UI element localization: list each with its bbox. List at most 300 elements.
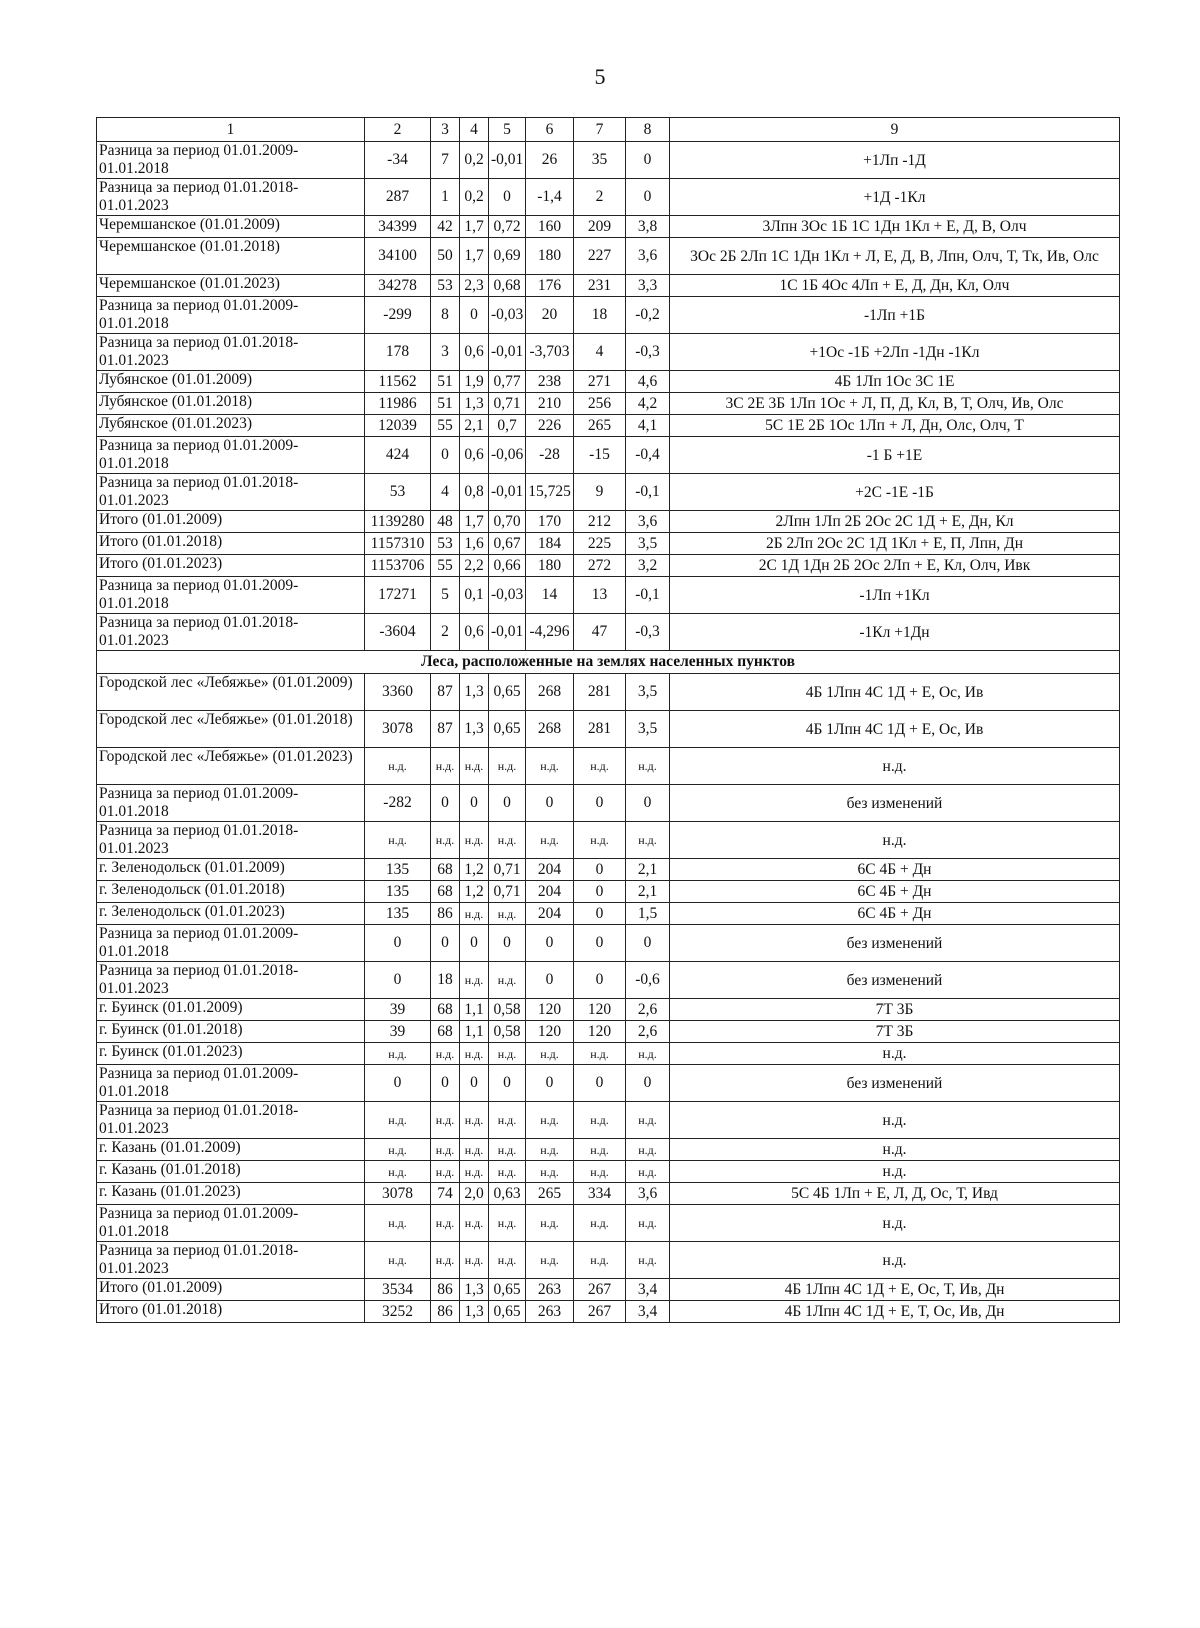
value-cell: -0,06 (489, 437, 526, 474)
value-cell: н.д. (431, 1043, 460, 1065)
table-row (97, 903, 1120, 925)
table-row (97, 1102, 1120, 1139)
value-cell: н.д. (365, 1139, 431, 1161)
value-cell: 1,6 (460, 533, 489, 555)
value-cell: н.д. (526, 1205, 574, 1242)
value-cell: н.д. (489, 1139, 526, 1161)
table-row (97, 614, 1120, 651)
row-name-cell: Разница за период 01.01.2018-01.01.2023 (97, 179, 365, 216)
value-cell: 0,70 (489, 511, 526, 533)
value-cell: 238 (526, 371, 574, 393)
table-row (97, 711, 1120, 748)
table-row (97, 393, 1120, 415)
value-cell: -0,3 (626, 334, 670, 371)
value-cell: 1,9 (460, 371, 489, 393)
value-cell: -4,296 (526, 614, 574, 651)
value-cell: 0 (626, 925, 670, 962)
value-cell: н.д. (489, 1161, 526, 1183)
forest-data-table (96, 117, 1120, 1323)
value-cell: 1139280 (365, 511, 431, 533)
column-header: 2 (365, 118, 431, 142)
species-composition-cell: 3Лпн 3Ос 1Б 1С 1Дн 1Кл + Е, Д, В, Олч (670, 216, 1120, 238)
value-cell: 135 (365, 859, 431, 881)
value-cell: н.д. (574, 1161, 626, 1183)
table-row (97, 1242, 1120, 1279)
value-cell: 287 (365, 179, 431, 216)
value-cell: н.д. (626, 1139, 670, 1161)
value-cell: 1,1 (460, 1021, 489, 1043)
value-cell: 0,65 (489, 1279, 526, 1301)
value-cell: 0,8 (460, 474, 489, 511)
value-cell: -28 (526, 437, 574, 474)
value-cell: 55 (431, 555, 460, 577)
value-cell: 0,72 (489, 216, 526, 238)
value-cell: 1153706 (365, 555, 431, 577)
value-cell: н.д. (431, 1102, 460, 1139)
value-cell: 120 (526, 1021, 574, 1043)
value-cell: 4,1 (626, 415, 670, 437)
value-cell: 210 (526, 393, 574, 415)
row-name-cell: Лубянское (01.01.2018) (97, 393, 365, 415)
value-cell: 68 (431, 999, 460, 1021)
value-cell: 176 (526, 275, 574, 297)
species-composition-cell: 4Б 1Лпн 4С 1Д + Е, Ос, Ив (670, 674, 1120, 711)
row-name-cell: Итого (01.01.2018) (97, 1301, 365, 1323)
table-body-bottom (97, 674, 1120, 1323)
value-cell: н.д. (365, 1161, 431, 1183)
species-composition-cell: н.д. (670, 1161, 1120, 1183)
value-cell: 267 (574, 1279, 626, 1301)
value-cell: 3,6 (626, 1183, 670, 1205)
row-name-cell: Разница за период 01.01.2009-01.01.2018 (97, 142, 365, 179)
value-cell: 0 (574, 903, 626, 925)
species-composition-cell: 6С 4Б + Дн (670, 903, 1120, 925)
value-cell: 424 (365, 437, 431, 474)
value-cell: 263 (526, 1301, 574, 1323)
row-name-cell: Черемшанское (01.01.2023) (97, 275, 365, 297)
value-cell: 170 (526, 511, 574, 533)
value-cell: н.д. (460, 1161, 489, 1183)
species-composition-cell: 2С 1Д 1Дн 2Б 2Ос 2Лп + Е, Кл, Олч, Ивк (670, 555, 1120, 577)
table-row (97, 1205, 1120, 1242)
value-cell: н.д. (460, 822, 489, 859)
value-cell: 0,66 (489, 555, 526, 577)
value-cell: 2,1 (626, 881, 670, 903)
value-cell: 0,2 (460, 179, 489, 216)
species-composition-cell: без изменений (670, 962, 1120, 999)
value-cell: н.д. (365, 748, 431, 785)
value-cell: 281 (574, 674, 626, 711)
value-cell: н.д. (574, 1205, 626, 1242)
value-cell: 271 (574, 371, 626, 393)
value-cell: н.д. (526, 1102, 574, 1139)
value-cell: 1,7 (460, 511, 489, 533)
value-cell: 267 (574, 1301, 626, 1323)
value-cell: 2,3 (460, 275, 489, 297)
value-cell: 268 (526, 674, 574, 711)
value-cell: 3534 (365, 1279, 431, 1301)
value-cell: н.д. (365, 1043, 431, 1065)
value-cell: 0,6 (460, 437, 489, 474)
value-cell: 0 (574, 881, 626, 903)
value-cell: 86 (431, 903, 460, 925)
table-row (97, 371, 1120, 393)
species-composition-cell: -1Лп +1Б (670, 297, 1120, 334)
value-cell: н.д. (460, 1205, 489, 1242)
value-cell: н.д. (574, 748, 626, 785)
value-cell: н.д. (574, 1043, 626, 1065)
value-cell: 1,3 (460, 1301, 489, 1323)
value-cell: 0 (489, 179, 526, 216)
table-row (97, 859, 1120, 881)
table-row (97, 962, 1120, 999)
value-cell: 3,5 (626, 674, 670, 711)
value-cell: 0 (460, 785, 489, 822)
value-cell: 0,2 (460, 142, 489, 179)
value-cell: н.д. (574, 822, 626, 859)
value-cell: -0,03 (489, 297, 526, 334)
value-cell: 2 (431, 614, 460, 651)
value-cell: 120 (526, 999, 574, 1021)
value-cell: 1,5 (626, 903, 670, 925)
species-composition-cell: +2С -1Е -1Б (670, 474, 1120, 511)
value-cell: 87 (431, 674, 460, 711)
value-cell: н.д. (460, 903, 489, 925)
value-cell: -34 (365, 142, 431, 179)
species-composition-cell: -1Лп +1Кл (670, 577, 1120, 614)
value-cell: 0,63 (489, 1183, 526, 1205)
table-row (97, 674, 1120, 711)
value-cell: 0,71 (489, 859, 526, 881)
value-cell: 0,65 (489, 1301, 526, 1323)
row-name-cell: Разница за период 01.01.2018-01.01.2023 (97, 334, 365, 371)
value-cell: 0 (460, 1065, 489, 1102)
species-composition-cell: +1Ос -1Б +2Лп -1Дн -1Кл (670, 334, 1120, 371)
value-cell: 0 (574, 962, 626, 999)
value-cell: 212 (574, 511, 626, 533)
value-cell: -0,4 (626, 437, 670, 474)
column-header: 5 (489, 118, 526, 142)
value-cell: 0,77 (489, 371, 526, 393)
row-name-cell: г. Буинск (01.01.2023) (97, 1043, 365, 1065)
value-cell: -0,01 (489, 614, 526, 651)
table-row (97, 216, 1120, 238)
value-cell: н.д. (431, 822, 460, 859)
value-cell: 0 (526, 785, 574, 822)
value-cell: -0,1 (626, 474, 670, 511)
value-cell: 0 (574, 785, 626, 822)
species-composition-cell: 3Ос 2Б 2Лп 1С 1Дн 1Кл + Л, Е, Д, В, Лпн, Олч, Т, Тк, Ив, Олс (670, 238, 1120, 275)
value-cell: н.д. (365, 1102, 431, 1139)
value-cell: н.д. (431, 1139, 460, 1161)
table-row (97, 748, 1120, 785)
row-name-cell: Лубянское (01.01.2023) (97, 415, 365, 437)
value-cell: н.д. (365, 1242, 431, 1279)
value-cell: н.д. (489, 962, 526, 999)
value-cell: 184 (526, 533, 574, 555)
row-name-cell: Разница за период 01.01.2009-01.01.2018 (97, 437, 365, 474)
value-cell: 68 (431, 1021, 460, 1043)
species-composition-cell: н.д. (670, 1043, 1120, 1065)
value-cell: 39 (365, 1021, 431, 1043)
value-cell: 180 (526, 555, 574, 577)
column-header: 9 (670, 118, 1120, 142)
table-body-top (97, 142, 1120, 651)
value-cell: -3,703 (526, 334, 574, 371)
value-cell: н.д. (431, 1242, 460, 1279)
table-row (97, 275, 1120, 297)
value-cell: 48 (431, 511, 460, 533)
value-cell: 0,67 (489, 533, 526, 555)
species-composition-cell: н.д. (670, 1205, 1120, 1242)
value-cell: 0 (574, 1065, 626, 1102)
value-cell: 74 (431, 1183, 460, 1205)
value-cell: н.д. (489, 822, 526, 859)
value-cell: н.д. (460, 1043, 489, 1065)
value-cell: 231 (574, 275, 626, 297)
value-cell: 0 (489, 785, 526, 822)
value-cell: н.д. (526, 1043, 574, 1065)
row-name-cell: г. Зеленодольск (01.01.2023) (97, 903, 365, 925)
value-cell: 3,2 (626, 555, 670, 577)
value-cell: 0,1 (460, 577, 489, 614)
value-cell: 4,6 (626, 371, 670, 393)
value-cell: н.д. (574, 1242, 626, 1279)
value-cell: 2,2 (460, 555, 489, 577)
species-composition-cell: 1С 1Б 4Ос 4Лп + Е, Д, Дн, Кл, Олч (670, 275, 1120, 297)
value-cell: 0,65 (489, 711, 526, 748)
value-cell: н.д. (526, 1161, 574, 1183)
value-cell: 55 (431, 415, 460, 437)
value-cell: 178 (365, 334, 431, 371)
value-cell: 0,6 (460, 334, 489, 371)
row-name-cell: Разница за период 01.01.2018-01.01.2023 (97, 1102, 365, 1139)
species-composition-cell: 6С 4Б + Дн (670, 881, 1120, 903)
value-cell: 13 (574, 577, 626, 614)
value-cell: н.д. (626, 748, 670, 785)
value-cell: 0 (626, 142, 670, 179)
value-cell: 0,6 (460, 614, 489, 651)
value-cell: 135 (365, 881, 431, 903)
value-cell: 39 (365, 999, 431, 1021)
value-cell: 87 (431, 711, 460, 748)
species-composition-cell: н.д. (670, 1102, 1120, 1139)
species-composition-cell: 4Б 1Лп 1Ос 3С 1Е (670, 371, 1120, 393)
row-name-cell: г. Зеленодольск (01.01.2009) (97, 859, 365, 881)
row-name-cell: Разница за период 01.01.2009-01.01.2018 (97, 1065, 365, 1102)
table-row (97, 179, 1120, 216)
value-cell: 2 (574, 179, 626, 216)
row-name-cell: Городской лес «Лебяжье» (01.01.2018) (97, 711, 365, 748)
value-cell: 34399 (365, 216, 431, 238)
value-cell: 20 (526, 297, 574, 334)
value-cell: 3252 (365, 1301, 431, 1323)
value-cell: н.д. (626, 1161, 670, 1183)
column-header: 6 (526, 118, 574, 142)
value-cell: 0 (626, 785, 670, 822)
header-row (97, 118, 1120, 142)
row-name-cell: г. Казань (01.01.2009) (97, 1139, 365, 1161)
value-cell: 180 (526, 238, 574, 275)
value-cell: н.д. (431, 748, 460, 785)
value-cell: 53 (365, 474, 431, 511)
value-cell: 0 (460, 925, 489, 962)
value-cell: 204 (526, 859, 574, 881)
row-name-cell: Итого (01.01.2018) (97, 533, 365, 555)
value-cell: 0,71 (489, 393, 526, 415)
value-cell: 1157310 (365, 533, 431, 555)
value-cell: -0,01 (489, 142, 526, 179)
row-name-cell: Разница за период 01.01.2018-01.01.2023 (97, 1242, 365, 1279)
table-row (97, 1043, 1120, 1065)
value-cell: н.д. (526, 1139, 574, 1161)
table-row (97, 822, 1120, 859)
species-composition-cell: 7Т 3Б (670, 999, 1120, 1021)
species-composition-cell: +1Д -1Кл (670, 179, 1120, 216)
value-cell: -0,2 (626, 297, 670, 334)
value-cell: -3604 (365, 614, 431, 651)
value-cell: -0,3 (626, 614, 670, 651)
row-name-cell: Разница за период 01.01.2009-01.01.2018 (97, 785, 365, 822)
section-header-row (97, 651, 1120, 674)
species-composition-cell: 5С 4Б 1Лп + Е, Л, Д, Ос, Т, Ивд (670, 1183, 1120, 1205)
table-row (97, 437, 1120, 474)
species-composition-cell: н.д. (670, 748, 1120, 785)
value-cell: 14 (526, 577, 574, 614)
table-row (97, 474, 1120, 511)
value-cell: н.д. (489, 903, 526, 925)
value-cell: 0,58 (489, 1021, 526, 1043)
species-composition-cell: 2Б 2Лп 2Ос 2С 1Д 1Кл + Е, П, Лпн, Дн (670, 533, 1120, 555)
value-cell: 0 (626, 1065, 670, 1102)
table-row (97, 1301, 1120, 1323)
species-composition-cell: без изменений (670, 785, 1120, 822)
value-cell: 2,0 (460, 1183, 489, 1205)
value-cell: н.д. (626, 822, 670, 859)
value-cell: 1 (431, 179, 460, 216)
value-cell: 18 (431, 962, 460, 999)
value-cell: 3078 (365, 711, 431, 748)
species-composition-cell: 4Б 1Лпн 4С 1Д + Е, Ос, Т, Ив, Дн (670, 1279, 1120, 1301)
row-name-cell: Черемшанское (01.01.2018) (97, 238, 365, 275)
value-cell: 0 (489, 1065, 526, 1102)
row-name-cell: Разница за период 01.01.2009-01.01.2018 (97, 1205, 365, 1242)
table-row (97, 1161, 1120, 1183)
value-cell: н.д. (460, 962, 489, 999)
value-cell: 1,3 (460, 711, 489, 748)
value-cell: 0 (526, 925, 574, 962)
value-cell: -15 (574, 437, 626, 474)
value-cell: 3,3 (626, 275, 670, 297)
value-cell: 3 (431, 334, 460, 371)
value-cell: 53 (431, 275, 460, 297)
value-cell: н.д. (526, 1242, 574, 1279)
value-cell: -0,01 (489, 474, 526, 511)
value-cell: 0 (460, 297, 489, 334)
table-row (97, 999, 1120, 1021)
value-cell: 0,69 (489, 238, 526, 275)
table-row (97, 555, 1120, 577)
value-cell: 51 (431, 371, 460, 393)
value-cell: 120 (574, 999, 626, 1021)
value-cell: 1,2 (460, 881, 489, 903)
table-row (97, 415, 1120, 437)
row-name-cell: Итого (01.01.2009) (97, 511, 365, 533)
species-composition-cell: без изменений (670, 1065, 1120, 1102)
value-cell: 1,3 (460, 1279, 489, 1301)
table-row (97, 881, 1120, 903)
table-row (97, 533, 1120, 555)
value-cell: 9 (574, 474, 626, 511)
value-cell: н.д. (489, 1043, 526, 1065)
value-cell: 34278 (365, 275, 431, 297)
value-cell: 26 (526, 142, 574, 179)
value-cell: 263 (526, 1279, 574, 1301)
value-cell: 0 (526, 962, 574, 999)
value-cell: 225 (574, 533, 626, 555)
value-cell: 204 (526, 903, 574, 925)
species-composition-cell: 3С 2Е 3Б 1Лп 1Ос + Л, П, Д, Кл, В, Т, Олч, Ив, Олс (670, 393, 1120, 415)
value-cell: 135 (365, 903, 431, 925)
value-cell: 265 (526, 1183, 574, 1205)
value-cell: н.д. (526, 748, 574, 785)
value-cell: 0,65 (489, 674, 526, 711)
value-cell: -0,01 (489, 334, 526, 371)
table-row (97, 511, 1120, 533)
value-cell: 204 (526, 881, 574, 903)
value-cell: 209 (574, 216, 626, 238)
value-cell: 15,725 (526, 474, 574, 511)
value-cell: 2,1 (460, 415, 489, 437)
row-name-cell: Городской лес «Лебяжье» (01.01.2023) (97, 748, 365, 785)
value-cell: 18 (574, 297, 626, 334)
table-row (97, 297, 1120, 334)
value-cell: 86 (431, 1279, 460, 1301)
value-cell: 0 (431, 437, 460, 474)
table-row (97, 1183, 1120, 1205)
value-cell: 3,5 (626, 711, 670, 748)
value-cell: 268 (526, 711, 574, 748)
column-header: 7 (574, 118, 626, 142)
value-cell: 160 (526, 216, 574, 238)
value-cell: 1,2 (460, 859, 489, 881)
value-cell: 68 (431, 881, 460, 903)
species-composition-cell: -1Кл +1Дн (670, 614, 1120, 651)
row-name-cell: Черемшанское (01.01.2009) (97, 216, 365, 238)
table-row (97, 1065, 1120, 1102)
page-number: 5 (594, 64, 606, 89)
value-cell: 1,7 (460, 216, 489, 238)
value-cell: 0 (365, 1065, 431, 1102)
value-cell: 50 (431, 238, 460, 275)
value-cell: 3,4 (626, 1279, 670, 1301)
value-cell: 0 (431, 785, 460, 822)
value-cell: 3,4 (626, 1301, 670, 1323)
value-cell: 265 (574, 415, 626, 437)
value-cell: 51 (431, 393, 460, 415)
value-cell: 4,2 (626, 393, 670, 415)
value-cell: 1,3 (460, 674, 489, 711)
value-cell: 256 (574, 393, 626, 415)
value-cell: 2,6 (626, 999, 670, 1021)
value-cell: -0,1 (626, 577, 670, 614)
species-composition-cell: 4Б 1Лпн 4С 1Д + Е, Т, Ос, Ив, Дн (670, 1301, 1120, 1323)
species-composition-cell: 5С 1Е 2Б 1Ос 1Лп + Л, Дн, Олс, Олч, Т (670, 415, 1120, 437)
value-cell: 227 (574, 238, 626, 275)
section-title: Леса, расположенные на землях населенных пунктов (97, 651, 1120, 674)
value-cell: н.д. (489, 748, 526, 785)
row-name-cell: г. Казань (01.01.2023) (97, 1183, 365, 1205)
